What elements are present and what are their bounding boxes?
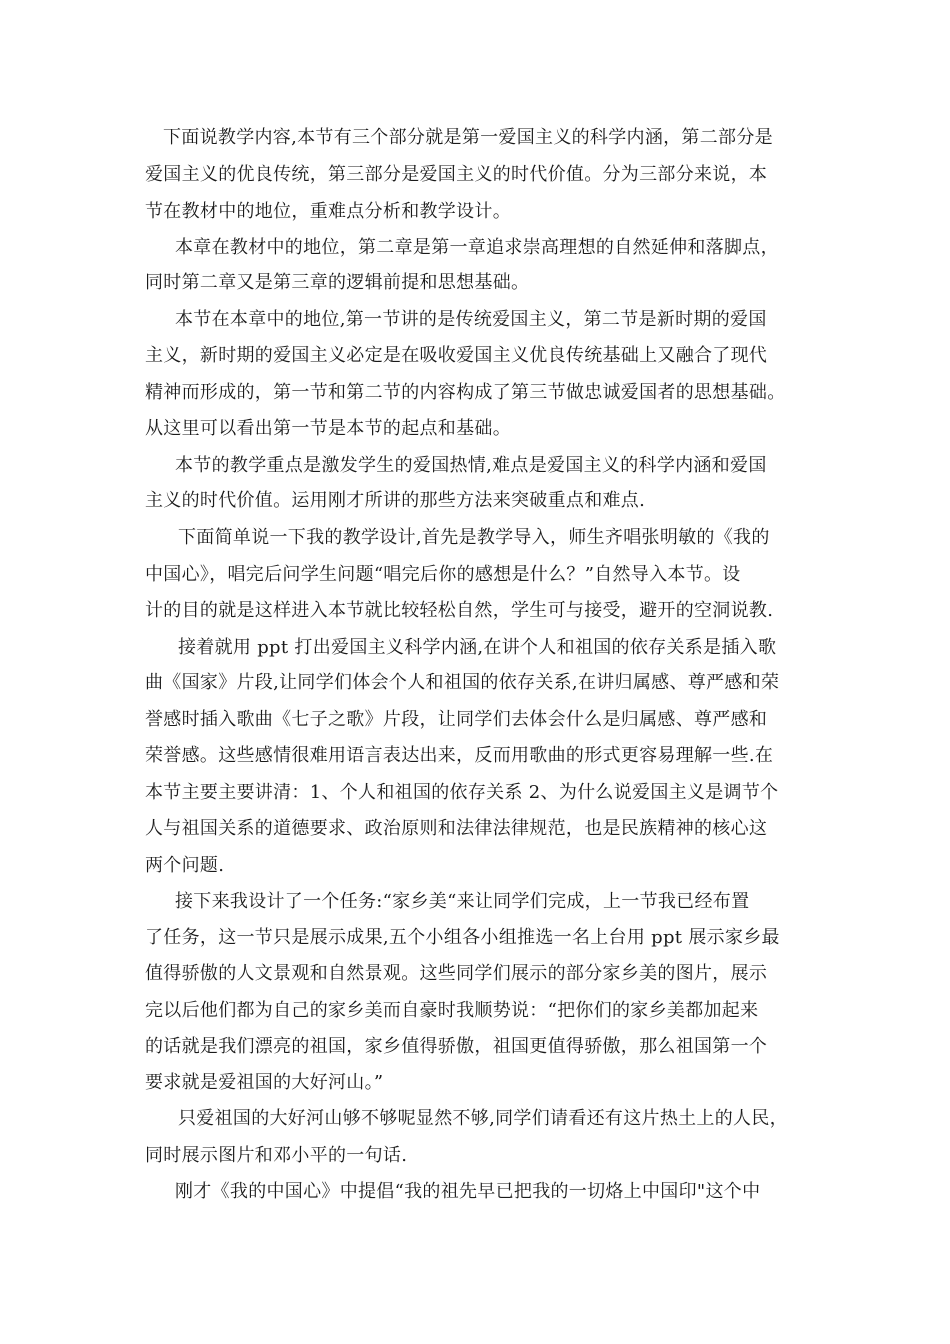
text-line: 中国心》，唱完后问学生问题“唱完后你的感想是什么？”自然导入本节。设 <box>145 564 741 585</box>
text-line: 刚才《我的中国心》中提倡“我的祖先早已把我的一切烙上中国印"这个中 <box>175 1181 761 1202</box>
text-line: 两个问题. <box>145 855 225 876</box>
text-line: 计的目的就是这样进入本节就比较轻松自然，学生可与接受，避开的空洞说教. <box>145 600 774 621</box>
text-line: 本章在教材中的地位，第二章是第一章追求崇高理想的自然延伸和落脚点， <box>175 237 779 258</box>
text-line: 只爱祖国的大好河山够不够呢显然不够,同学们请看还有这片热土上的人民， <box>178 1108 788 1129</box>
text-line: 爱国主义的优良传统，第三部分是爱国主义的时代价值。分为三部分来说，本 <box>145 164 768 185</box>
text-line: 下面简单说一下我的教学设计,首先是教学导入，师生齐唱张明敏的《我的 <box>178 527 770 548</box>
text-line: 了任务，这一节只是展示成果,五个小组各小组推选一名上台用 ppt 展示家乡最 <box>145 927 780 948</box>
text-line: 的话就是我们漂亮的祖国，家乡值得骄傲，祖国更值得骄傲，那么祖国第一个 <box>145 1036 768 1057</box>
text-line: 接着就用 ppt 打出爱国主义科学内涵,在讲个人和祖国的依存关系是插入歌 <box>178 637 777 658</box>
text-line: 完以后他们都为自己的家乡美而自豪时我顺势说：“把你们的家乡美都加起来 <box>145 1000 759 1021</box>
text-line: 主义的时代价值。运用刚才所讲的那些方法来突破重点和难点. <box>145 490 646 511</box>
text-line: 同时第二章又是第三章的逻辑前提和思想基础。 <box>145 272 530 293</box>
text-line: 本节在本章中的地位,第一节讲的是传统爱国主义，第二节是新时期的爱国 <box>175 309 767 330</box>
text-line: 值得骄傲的人文景观和自然景观。这些同学们展示的部分家乡美的图片，展示 <box>145 963 768 984</box>
text-line: 本节的教学重点是激发学生的爱国热情,难点是爱国主义的科学内涵和爱国 <box>175 455 767 476</box>
text-line: 下面说教学内容,本节有三个部分就是第一爱国主义的科学内涵，第二部分是 <box>163 127 773 148</box>
text-line: 本节主要主要讲清：1、个人和祖国的依存关系 2、为什么说爱国主义是调节个 <box>145 782 779 803</box>
text-line: 节在教材中的地位，重难点分析和教学设计。 <box>145 201 511 222</box>
text-line: 同时展示图片和邓小平的一句话. <box>145 1145 408 1166</box>
text-line: 主义，新时期的爱国主义必定是在吸收爱国主义优良传统基础上又融合了现代 <box>145 345 768 366</box>
text-line: 要求就是爱祖国的大好河山。” <box>145 1072 384 1093</box>
text-line: 人与祖国关系的道德要求、政治原则和法律法律规范，也是民族精神的核心这 <box>145 818 768 839</box>
text-line: 精神而形成的，第一节和第二节的内容构成了第三节做忠诚爱国者的思想基础。 <box>145 382 786 403</box>
text-line: 接下来我设计了一个任务:“家乡美“来让同学们完成，上一节我已经布置 <box>175 891 750 912</box>
text-line: 从这里可以看出第一节是本节的起点和基础。 <box>145 418 511 439</box>
text-line: 誉感时插入歌曲《七子之歌》片段，让同学们去体会什么是归属感、尊严感和 <box>145 709 768 730</box>
text-line: 曲《国家》片段,让同学们体会个人和祖国的依存关系,在讲归属感、尊严感和荣 <box>145 672 780 693</box>
text-line: 荣誉感。这些感情很难用语言表达出来，反而用歌曲的形式更容易理解一些.在 <box>145 745 774 766</box>
